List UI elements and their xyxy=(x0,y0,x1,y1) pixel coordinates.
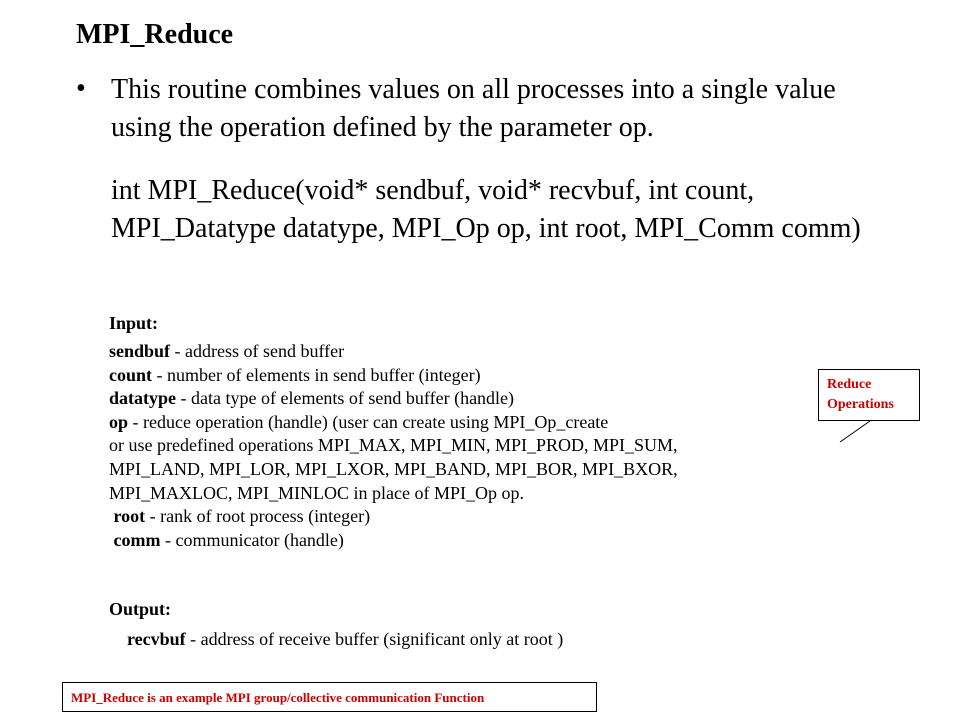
param-name: op xyxy=(109,411,129,432)
param-sendbuf xyxy=(109,340,869,364)
param-name: datatype xyxy=(109,388,176,409)
callout-line: Reduce xyxy=(827,377,872,392)
param-name: comm xyxy=(113,529,161,550)
bullet-marker: • xyxy=(76,73,86,104)
param-desc: - reduce operation (handle) (user can create using MPI_Op_create xyxy=(128,411,609,432)
param-op xyxy=(109,411,869,435)
param-desc: - communicator (handle) xyxy=(160,529,344,550)
output-heading: Output: xyxy=(109,599,172,619)
callout-line: Operations xyxy=(827,397,894,412)
input-heading: Input: xyxy=(109,313,159,333)
param-name: recvbuf xyxy=(127,629,186,649)
param-name: root xyxy=(113,506,146,527)
param-name: count xyxy=(109,364,153,385)
param-root xyxy=(109,505,869,529)
footer-note: MPI_Reduce is an example MPI group/collective communication Function xyxy=(62,682,597,712)
param-comm xyxy=(109,529,869,553)
op-continuation-line: or use predefined operations MPI_MAX, MPI_MIN, MPI_PROD, MPI_SUM, xyxy=(109,435,678,456)
op-continuation-line: MPI_MAXLOC, MPI_MINLOC in place of MPI_Op op. xyxy=(109,482,524,503)
function-signature: int MPI_Reduce(void* sendbuf, void* recvbuf, int count, MPI_Datatype datatype, MPI_Op op, int root, MPI_Comm comm) xyxy=(111,175,861,244)
param-name: sendbuf xyxy=(109,341,171,361)
param-desc: - address of receive buffer (significant only at root ) xyxy=(185,629,564,649)
param-recvbuf xyxy=(127,628,563,651)
param-desc: - number of elements in send buffer (integer) xyxy=(152,364,481,385)
reduce-operations-callout xyxy=(818,369,920,421)
param-desc: - address of send buffer xyxy=(170,341,345,361)
op-continuation-line: MPI_LAND, MPI_LOR, MPI_LXOR, MPI_BAND, MPI_BOR, MPI_BXOR, xyxy=(109,458,678,479)
param-datatype xyxy=(109,387,869,411)
input-params xyxy=(109,340,869,552)
param-count xyxy=(109,364,869,388)
param-desc: - rank of root process (integer) xyxy=(145,506,371,527)
param-desc: - data type of elements of send buffer (handle) xyxy=(176,388,515,409)
bullet-text: This routine combines values on all processes into a single value using the operation defined by the parameter op. xyxy=(111,74,836,143)
slide-title: MPI_Reduce xyxy=(76,19,234,50)
